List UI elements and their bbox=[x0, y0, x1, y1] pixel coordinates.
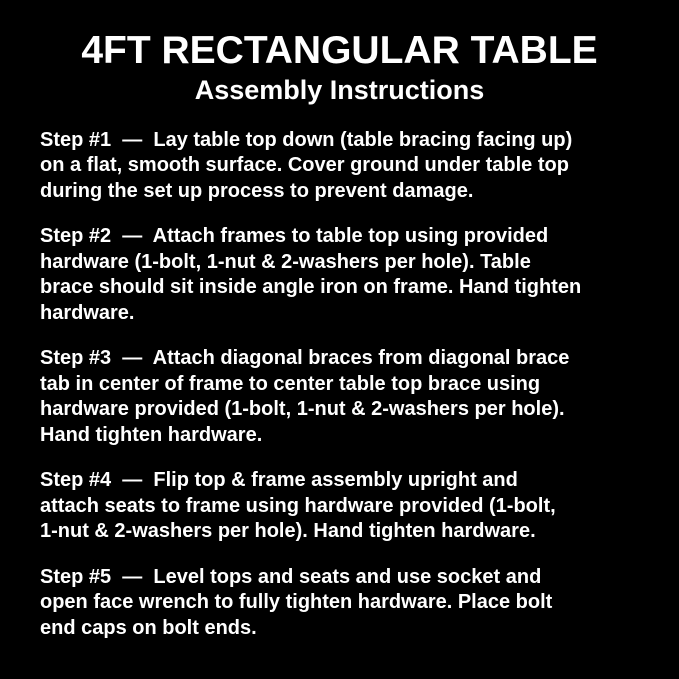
step-line: hardware provided (1-bolt, 1-nut & 2-washers per hole). bbox=[40, 398, 565, 421]
step-line: hardware. bbox=[40, 301, 135, 324]
step-line: end caps on bolt ends. bbox=[40, 616, 257, 639]
step-line: open face wrench to fully tighten hardware. Place bolt bbox=[40, 591, 553, 614]
page-title: 4FT RECTANGULAR TABLE bbox=[81, 29, 598, 72]
step-3 bbox=[40, 346, 639, 448]
step-line: Step #2 — Attach frames to table top using provided bbox=[40, 225, 549, 248]
step-line: during the set up process to prevent damage. bbox=[40, 179, 474, 202]
step-1 bbox=[40, 128, 639, 205]
poster-header bbox=[40, 30, 639, 106]
step-2 bbox=[40, 224, 639, 326]
step-line: brace should sit inside angle iron on frame. Hand tighten bbox=[40, 276, 582, 299]
step-5 bbox=[40, 565, 639, 642]
step-4 bbox=[40, 468, 639, 545]
step-line: on a flat, smooth surface. Cover ground under table top bbox=[40, 154, 569, 177]
step-line: Step #5 — Level tops and seats and use socket and bbox=[40, 565, 542, 588]
step-line: tab in center of frame to center table top brace using bbox=[40, 372, 541, 395]
step-line: Step #3 — Attach diagonal braces from diagonal brace bbox=[40, 347, 570, 370]
step-line: hardware (1-bolt, 1-nut & 2-washers per hole). Table bbox=[40, 250, 531, 273]
step-line: Step #4 — Flip top & frame assembly upright and bbox=[40, 469, 518, 492]
step-line: attach seats to frame using hardware provided (1-bolt, bbox=[40, 494, 556, 517]
page-subtitle: Assembly Instructions bbox=[194, 74, 485, 105]
step-line: 1-nut & 2-washers per hole). Hand tighten hardware. bbox=[40, 520, 536, 543]
step-line: Step #1 — Lay table top down (table bracing facing up) bbox=[40, 128, 573, 151]
steps-list bbox=[40, 128, 639, 642]
step-line: Hand tighten hardware. bbox=[40, 423, 263, 446]
